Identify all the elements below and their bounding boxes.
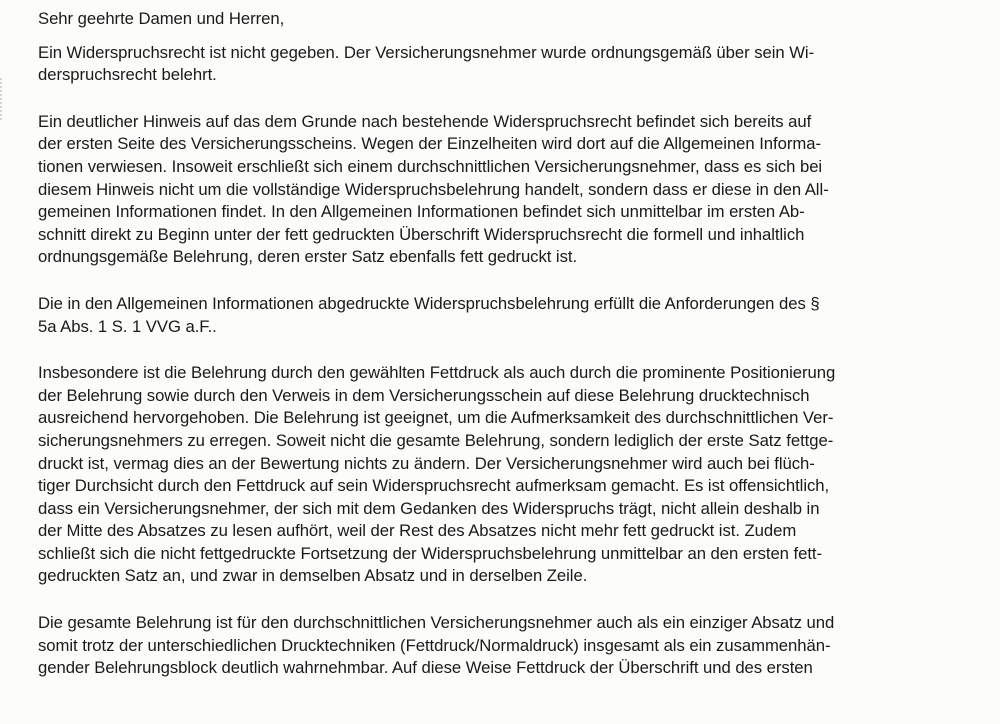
paragraph-1 (38, 42, 958, 87)
text-line: tiger Durchsicht durch den Fettdruck auf sein Widerspruchsrecht aufmerksam gemacht. Es ist offensichtlich, (38, 476, 830, 496)
text-line: der Belehrung sowie durch den Verweis in dem Versicherungsschein auf diese Belehrung drucktechnisch (38, 385, 810, 405)
text-line: schnitt direkt zu Beginn unter der fett gedruckten Überschrift Widerspruchsrecht die formell und inhaltlich (38, 224, 805, 244)
text-line: Insbesondere ist die Belehrung durch den gewählten Fettdruck als auch durch die prominente Positionierung (38, 363, 836, 383)
text-line: diesem Hinweis nicht um die vollständige Widerspruchsbelehrung handelt, sondern dass er diese in den All- (38, 179, 829, 199)
letter-body (38, 8, 958, 680)
text-line: gender Belehrungsblock deutlich wahrnehmbar. Auf diese Weise Fettdruck der Überschrift und des ersten (38, 658, 813, 678)
text-line: Ein Widerspruchsrecht ist nicht gegeben. Der Versicherungsnehmer wurde ordnungsgemäß über sein Wi- (38, 42, 815, 62)
text-line: Die in den Allgemeinen Informationen abgedruckte Widerspruchsbelehrung erfüllt die Anforderungen des § (38, 293, 820, 313)
text-line: dass ein Versicherungsnehmer, der sich mit dem Gedanken des Widerspruchs trägt, nicht allein deshalb in (38, 498, 820, 518)
text-line: Die gesamte Belehrung ist für den durchschnittlichen Versicherungsnehmer auch als ein einziger Absatz und (38, 613, 835, 633)
text-line: schließt sich die nicht fettgedruckte Fortsetzung der Widerspruchsbelehrung unmittelbar an den ersten fett- (38, 543, 822, 563)
text-line: somit trotz der unterschiedlichen Drucktechniken (Fettdruck/Normaldruck) insgesamt als ein zusammenhän- (38, 635, 831, 655)
paragraph-3 (38, 293, 958, 338)
scan-margin-mark (0, 78, 6, 120)
text-line: ausreichend hervorgehoben. Die Belehrung ist geeignet, um die Aufmerksamkeit des durchschnittlichen Ver- (38, 408, 834, 428)
text-line: derspruchsrecht belehrt. (38, 65, 217, 85)
text-line: Ein deutlicher Hinweis auf das dem Grunde nach bestehende Widerspruchsrecht befindet sich bereits auf (38, 111, 812, 131)
paragraph-5 (38, 612, 958, 680)
text-line: der Mitte des Absatzes zu lesen aufhört, weil der Rest des Absatzes nicht mehr fett gedruckt ist. Zudem (38, 521, 797, 541)
greeting (38, 8, 958, 31)
text-line: ordnungsgemäße Belehrung, deren erster Satz ebenfalls fett gedruckt ist. (38, 247, 578, 267)
paragraph-4 (38, 362, 958, 588)
text-line: druckt ist, vermag dies an der Bewertung nichts zu ändern. Der Versicherungsnehmer wird auch bei flüch- (38, 453, 815, 473)
text-line: sicherungsnehmers zu erregen. Soweit nicht die gesamte Belehrung, sondern lediglich der erste Satz fettge- (38, 430, 834, 450)
text-line: tionen verwiesen. Insoweit erschließt sich einem durchschnittlichen Versicherungsnehmer, dass es sich bei (38, 156, 823, 176)
paragraph-2 (38, 111, 958, 269)
text-line: der ersten Seite des Versicherungsscheins. Wegen der Einzelheiten wird dort auf die Allgemeinen Informa- (38, 134, 821, 154)
text-line: 5a Abs. 1 S. 1 VVG a.F.. (38, 316, 217, 336)
text-line: gedruckten Satz an, und zwar in demselben Absatz und in derselben Zeile. (38, 566, 588, 586)
greeting-line: Sehr geehrte Damen und Herren, (38, 9, 285, 28)
text-line: gemeinen Informationen findet. In den Allgemeinen Informationen befindet sich unmittelbar im ersten Ab- (38, 202, 805, 222)
